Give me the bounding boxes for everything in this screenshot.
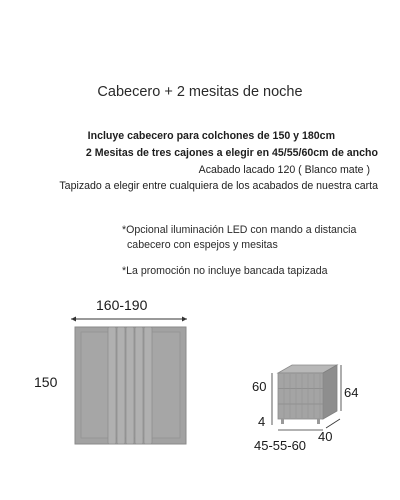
nightstand-drawing (278, 365, 337, 424)
headboard-panel (126, 327, 134, 444)
headboard-panel (144, 327, 152, 444)
headboard-panel (135, 327, 143, 444)
led-option-detail: cabecero con espejos y mesitas (127, 239, 278, 251)
nightstand-depth-label: 40 (318, 429, 333, 444)
headboard-width-dimension (71, 317, 187, 322)
headboard-height-label: 150 (34, 374, 58, 390)
nightstand-height-label: 60 (252, 379, 267, 394)
promo-note: *La promoción no incluye bancada tapizada (122, 265, 328, 277)
page-title: Cabecero + 2 mesitas de noche (97, 84, 303, 100)
headboard-panel (117, 327, 125, 444)
nightstand-width-label: 45-55-60 (254, 438, 307, 453)
headboard-panels (108, 327, 152, 444)
includes-headboard: Incluye cabecero para colchones de 150 y 180cm (87, 130, 335, 142)
upholstery-text: Tapizado a elegir entre cualquiera de los acabados de nuestra carta (59, 180, 378, 192)
headboard-panel (108, 327, 116, 444)
finish-text: Acabado lacado 120 ( Blanco mate ) (198, 164, 370, 176)
headboard-width-label: 160-190 (96, 297, 148, 313)
includes-nightstands: 2 Mesitas de tres cajones a elegir en 45/55/60cm de ancho (85, 147, 378, 159)
headboard-drawing (75, 327, 186, 444)
nightstand-total-height-label: 64 (344, 385, 359, 400)
nightstand-leg-label: 4 (258, 414, 266, 429)
led-option-text: *Opcional iluminación LED con mando a distancia (122, 224, 357, 236)
